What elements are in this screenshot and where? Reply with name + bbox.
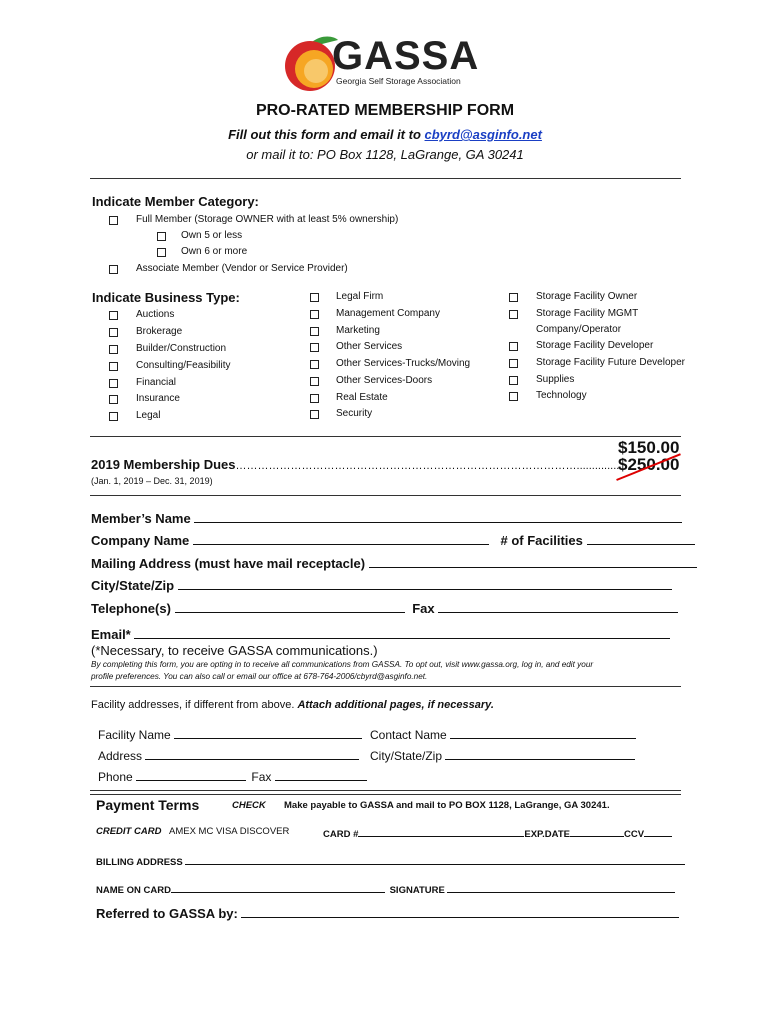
facility-address-row xyxy=(98,747,359,763)
business-checkbox[interactable] xyxy=(509,310,518,319)
mailing-address-field[interactable] xyxy=(369,555,697,568)
business-option: Security xyxy=(336,408,373,419)
full-member-label: Full Member (Storage OWNER with at least 5% ownership) xyxy=(136,214,399,225)
facility-name-field[interactable] xyxy=(174,726,362,739)
logo-tagline: Georgia Self Storage Association xyxy=(336,76,461,86)
business-option: Other Services xyxy=(336,341,403,352)
instruction-line xyxy=(0,127,770,142)
name-on-card-field[interactable] xyxy=(171,882,385,893)
divider xyxy=(90,178,681,179)
telephone-field[interactable] xyxy=(175,600,405,613)
gassa-logo xyxy=(282,32,482,92)
mailing-row xyxy=(91,555,697,571)
facility-name-row xyxy=(98,726,362,742)
payment-terms-heading: Payment Terms xyxy=(96,797,200,813)
business-checkbox[interactable] xyxy=(310,343,319,352)
business-checkbox[interactable] xyxy=(509,293,518,302)
referred-field[interactable] xyxy=(241,905,679,918)
business-option: Brokerage xyxy=(136,326,183,337)
facility-city-field[interactable] xyxy=(445,747,635,760)
company-name-field[interactable] xyxy=(193,532,489,545)
business-option: Builder/Construction xyxy=(136,343,227,354)
optin-line-2: profile preferences. You can also call or email our office at 678-764-2006/cbyrd@asginfo.net. xyxy=(91,672,428,681)
business-option: Insurance xyxy=(136,393,180,404)
city-row xyxy=(91,577,672,593)
business-option: Real Estate xyxy=(336,392,388,403)
business-option: Consulting/Feasibility xyxy=(136,360,231,371)
fax-label: Fax xyxy=(412,601,435,616)
business-option: Marketing xyxy=(336,325,380,336)
divider xyxy=(90,436,681,437)
exp-date-label: EXP.DATE xyxy=(524,829,570,840)
dues-period: (Jan. 1, 2019 – Dec. 31, 2019) xyxy=(91,476,213,486)
referred-row xyxy=(96,905,679,921)
old-price: $250.00 xyxy=(618,455,680,474)
company-row xyxy=(91,532,695,548)
signature-label: SIGNATURE xyxy=(389,885,445,896)
business-option-continuation: Company/Operator xyxy=(536,324,622,335)
referred-label: Referred to GASSA by: xyxy=(96,906,238,921)
business-checkbox[interactable] xyxy=(109,328,118,337)
facility-phone-row xyxy=(98,768,367,784)
business-option: Legal Firm xyxy=(336,291,384,302)
business-option: Auctions xyxy=(136,309,175,320)
business-checkbox[interactable] xyxy=(310,327,319,336)
email-field[interactable] xyxy=(134,626,670,639)
ccv-label: CCV xyxy=(623,829,645,840)
facilities-field[interactable] xyxy=(587,532,695,545)
divider xyxy=(90,686,681,687)
name-on-card-label: NAME ON CARD xyxy=(96,885,171,896)
billing-address-label: BILLING ADDRESS xyxy=(96,857,183,868)
facility-phone-field[interactable] xyxy=(136,768,246,781)
billing-address-field[interactable] xyxy=(185,854,685,865)
business-checkbox[interactable] xyxy=(310,310,319,319)
business-checkbox[interactable] xyxy=(509,376,518,385)
business-checkbox[interactable] xyxy=(509,392,518,401)
business-checkbox[interactable] xyxy=(310,360,319,369)
own6-label: Own 6 or more xyxy=(181,246,248,257)
billing-row xyxy=(96,854,685,868)
facility-intro-text: Facility addresses, if different from above. xyxy=(91,699,298,711)
contact-name-label: Contact Name xyxy=(370,728,447,742)
business-checkbox[interactable] xyxy=(109,362,118,371)
business-option: Management Company xyxy=(336,308,440,319)
city-state-zip-label: City/State/Zip xyxy=(91,578,175,593)
business-checkbox[interactable] xyxy=(109,311,118,320)
dues-label: 2019 Membership Dues xyxy=(91,457,236,472)
facility-name-label: Facility Name xyxy=(98,728,171,742)
business-checkbox[interactable] xyxy=(109,345,118,354)
exp-date-field[interactable] xyxy=(570,826,624,837)
business-checkbox[interactable] xyxy=(310,293,319,302)
member-category-heading: Indicate Member Category: xyxy=(92,194,259,209)
ccv-field[interactable] xyxy=(644,826,672,837)
member-name-field[interactable] xyxy=(194,510,682,523)
business-type-heading: Indicate Business Type: xyxy=(92,290,240,305)
contact-name-field[interactable] xyxy=(450,726,636,739)
divider xyxy=(90,495,681,496)
divider xyxy=(90,790,681,791)
contact-name-row xyxy=(370,726,636,742)
facility-fax-field[interactable] xyxy=(275,768,367,781)
facility-phone-label: Phone xyxy=(98,770,133,784)
facility-city-label: City/State/Zip xyxy=(370,749,443,763)
business-checkbox[interactable] xyxy=(310,394,319,403)
telephone-label: Telephone(s) xyxy=(91,601,171,616)
business-option: Storage Facility Owner xyxy=(536,291,638,302)
signature-field[interactable] xyxy=(447,882,675,893)
fax-field[interactable] xyxy=(438,600,678,613)
business-checkbox[interactable] xyxy=(109,412,118,421)
facility-intro-bold: Attach additional pages, if necessary. xyxy=(297,699,494,711)
divider xyxy=(90,794,681,795)
card-number-row xyxy=(323,826,672,840)
dues-line xyxy=(91,457,619,472)
mailing-address-label: Mailing Address (must have mail receptacle) xyxy=(91,556,366,571)
new-price: $150.00 xyxy=(618,438,680,457)
card-types: AMEX MC VISA DISCOVER xyxy=(169,826,290,837)
facility-intro xyxy=(91,699,494,711)
business-checkbox[interactable] xyxy=(109,379,118,388)
business-option: Storage Facility Developer xyxy=(536,340,654,351)
business-checkbox[interactable] xyxy=(310,410,319,419)
business-option: Other Services-Trucks/Moving xyxy=(336,358,471,369)
email-link[interactable]: cbyrd@asginfo.net xyxy=(424,127,542,142)
business-checkbox[interactable] xyxy=(509,342,518,351)
payable-instruction: Make payable to GASSA and mail to PO BOX 1128, LaGrange, GA 30241. xyxy=(284,800,610,811)
card-name-row xyxy=(96,882,675,896)
logo-wordmark: GASSA xyxy=(332,34,480,78)
business-option: Legal xyxy=(136,410,161,421)
own6-checkbox[interactable] xyxy=(157,248,166,257)
mail-line: or mail it to: PO Box 1128, LaGrange, GA 30241 xyxy=(246,147,524,162)
business-option: Storage Facility Future Developer xyxy=(536,357,685,368)
facility-address-field[interactable] xyxy=(145,747,359,760)
card-number-field[interactable] xyxy=(358,826,524,837)
credit-card-option[interactable]: CREDIT CARD xyxy=(96,826,162,837)
business-option: Other Services-Doors xyxy=(336,375,433,386)
dues-dots: ………………………………………………………………………………….............. xyxy=(235,460,620,472)
company-name-label: Company Name xyxy=(91,533,190,548)
instruction-text: Fill out this form and email it to xyxy=(228,127,425,142)
full-member-checkbox[interactable] xyxy=(109,216,118,225)
facilities-label: # of Facilities xyxy=(500,533,583,548)
email-row xyxy=(91,626,670,642)
facility-city-row xyxy=(370,747,635,763)
form-title: PRO-RATED MEMBERSHIP FORM xyxy=(255,102,515,119)
associate-member-label: Associate Member (Vendor or Service Provider) xyxy=(136,263,348,274)
business-option: Storage Facility MGMT xyxy=(536,308,639,319)
email-label: Email* xyxy=(91,627,131,642)
phone-row xyxy=(91,600,678,616)
business-checkbox[interactable] xyxy=(109,395,118,404)
card-number-label: CARD # xyxy=(323,829,359,840)
city-state-zip-field[interactable] xyxy=(178,577,672,590)
facility-address-label: Address xyxy=(98,749,143,763)
facility-fax-label: Fax xyxy=(251,770,272,784)
business-option: Technology xyxy=(536,390,587,401)
business-option: Supplies xyxy=(536,374,575,385)
associate-member-checkbox[interactable] xyxy=(109,265,118,274)
email-note: (*Necessary, to receive GASSA communications.) xyxy=(91,643,378,658)
member-name-row xyxy=(91,510,682,526)
business-option: Financial xyxy=(136,377,177,388)
optin-line-1: By completing this form, you are opting in to receive all communications from GASSA. To opt out, visit www.gassa.org, log in, and edit your xyxy=(91,660,594,669)
own5-label: Own 5 or less xyxy=(181,230,243,241)
own5-checkbox[interactable] xyxy=(157,232,166,241)
member-name-label: Member’s Name xyxy=(91,511,191,526)
check-option[interactable]: CHECK xyxy=(232,800,266,811)
business-checkbox[interactable] xyxy=(509,359,518,368)
business-checkbox[interactable] xyxy=(310,377,319,386)
